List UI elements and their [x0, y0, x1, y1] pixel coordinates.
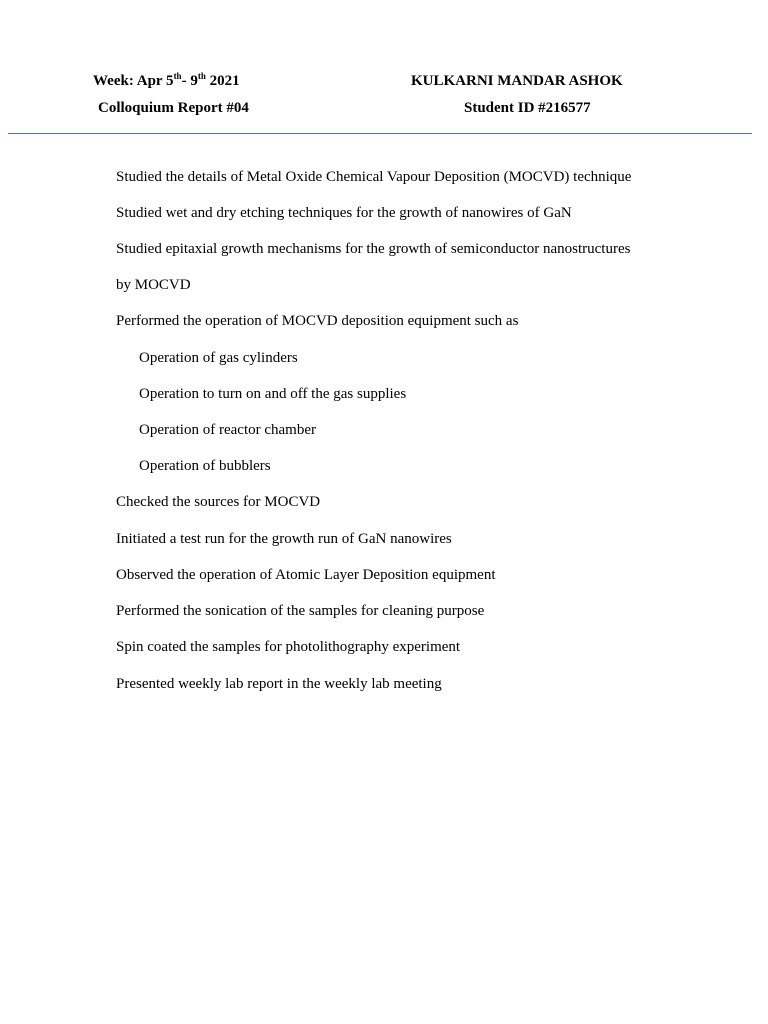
sub-list-text: Operation of bubblers [139, 458, 271, 474]
list-text: Initiated a test run for the growth run of GaN nanowires [116, 531, 452, 547]
list-text: Studied the details of Metal Oxide Chemical Vapour Deposition (MOCVD) technique [116, 169, 632, 185]
sub-list-text: Operation of gas cylinders [139, 350, 298, 366]
week-line [93, 72, 240, 90]
sub-list-text: Operation of reactor chamber [139, 422, 316, 438]
list-text: Presented weekly lab report in the weekly lab meeting [116, 676, 442, 692]
week-sup-end: th [197, 71, 206, 81]
sub-list-text: Operation to turn on and off the gas supplies [139, 386, 407, 402]
list-text: Spin coated the samples for photolithography experiment [116, 639, 461, 655]
list-text: Studied wet and dry etching techniques for the growth of nanowires of GaN [116, 205, 572, 221]
list-text: Performed the sonication of the samples for cleaning purpose [116, 603, 485, 619]
student-name: KULKARNI MANDAR ASHOK [411, 73, 623, 89]
week-prefix: Week: Apr 5 [93, 73, 174, 89]
list-text: Studied epitaxial growth mechanisms for the growth of semiconductor nanostructures [116, 241, 631, 257]
student-id: Student ID #216577 [464, 100, 591, 116]
list-text: by MOCVD [116, 277, 191, 293]
list-text: Performed the operation of MOCVD deposition equipment such as [116, 313, 519, 329]
week-mid: - 9 [181, 73, 198, 89]
week-year: 2021 [205, 73, 240, 89]
report-title: Colloquium Report #04 [98, 100, 249, 116]
week-sup-start: th [173, 71, 182, 81]
list-text: Checked the sources for MOCVD [116, 494, 321, 510]
list-text: Observed the operation of Atomic Layer Deposition equipment [116, 567, 496, 583]
header-divider [8, 133, 752, 134]
